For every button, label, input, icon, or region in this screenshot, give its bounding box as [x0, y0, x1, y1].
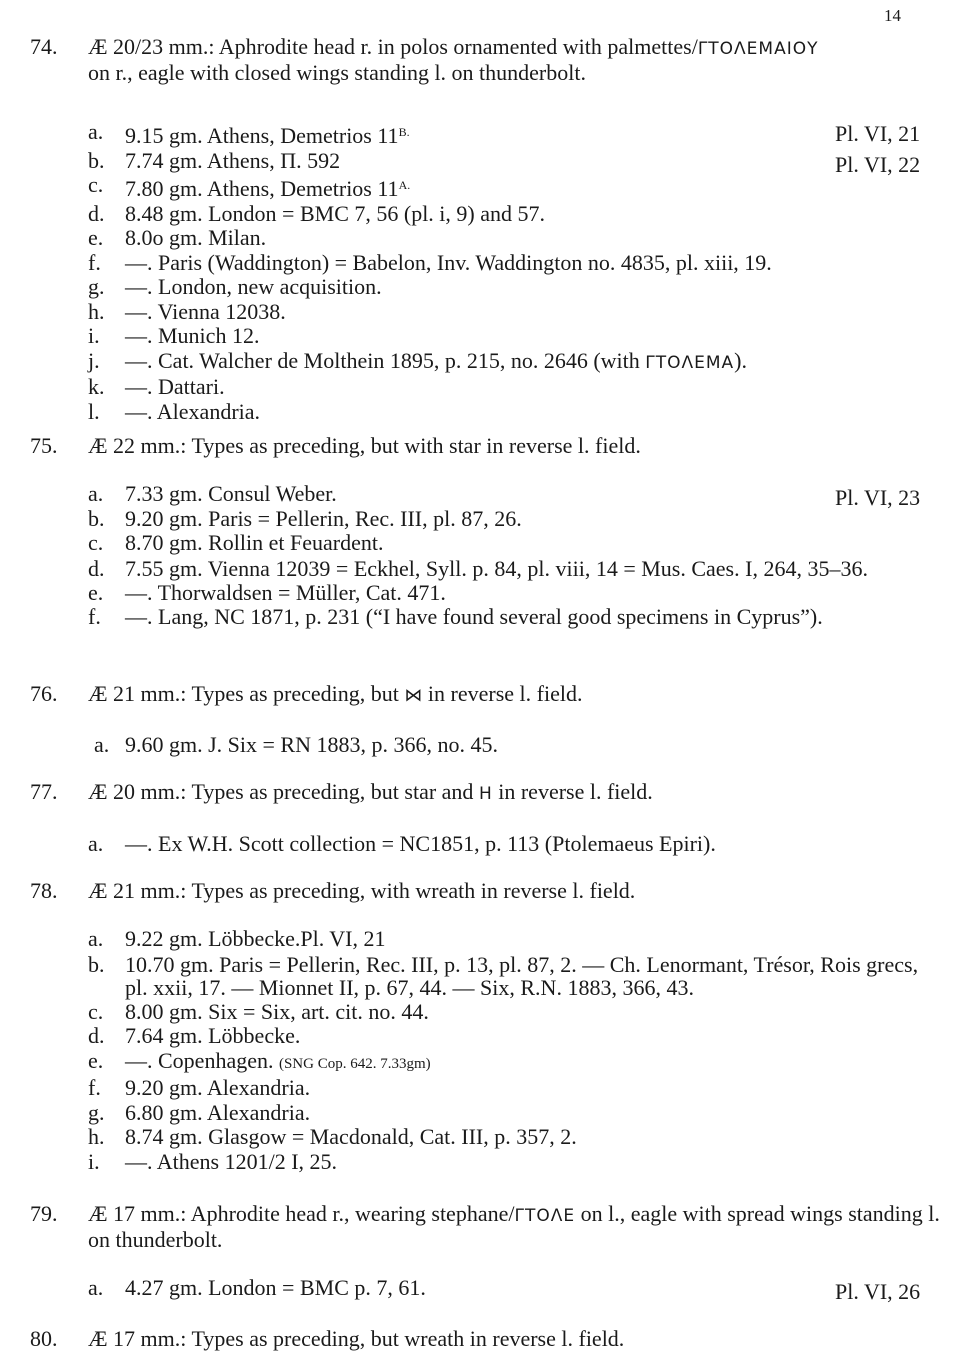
specimen-item: k. —. Dattari. — [88, 374, 225, 399]
coin-legend: ΓΤΟΛΕΜΑ — [645, 352, 735, 373]
specimen-item: a. 9.22 gm. Löbbecke.Pl. VI, 21 — [88, 926, 386, 951]
specimen-item: g. —. London, new acquisition. — [88, 274, 382, 299]
specimen-item: e. —. Thorwaldsen = Müller, Cat. 471. — [88, 579, 446, 605]
plate-reference: Pl. VI, 26 — [835, 1279, 921, 1304]
field-letter: H — [478, 784, 493, 804]
specimen-item: f. —. Paris (Waddington) = Babelon, Inv. Waddington no. 4835, pl. xiii, 19. — [88, 249, 772, 275]
specimen-item: f. —. Lang, NC 1871, p. 231 (“I have found several good specimens in Cyprus”). — [88, 604, 823, 629]
specimen-list — [0, 482, 975, 630]
entry-heading — [0, 780, 975, 806]
catalog-entry-76 — [0, 682, 975, 758]
entry-heading — [0, 682, 975, 707]
specimen-item: h. 8.74 gm. Glasgow = Macdonald, Cat. III, p. 357, 2. — [88, 1124, 577, 1149]
entry-number: 77. — [30, 779, 58, 804]
specimen-item: e. —. Copenhagen. (SNG Cop. 642. 7.33gm) — [88, 1047, 431, 1073]
entry-heading — [0, 879, 975, 902]
plate-reference: Pl. VI, 22 — [835, 151, 921, 177]
entry-number: 79. — [30, 1201, 58, 1226]
entry-description: Æ 22 mm.: Types as preceding, but with star in reverse l. field. — [88, 433, 641, 458]
entry-number: 76. — [30, 681, 58, 706]
entry-description: Æ 20 mm.: Types as preceding, but star and H in reverse l. field. — [88, 779, 653, 804]
coin-legend: ΓΤΟΛΕΜΑΙΟΥ — [697, 39, 819, 59]
catalog-entry-79 — [0, 1201, 975, 1304]
catalog-entry-80 — [0, 1327, 975, 1350]
catalog-entry-74 — [0, 35, 975, 424]
page-number: 14 — [884, 6, 901, 25]
catalog-entry-77 — [0, 780, 975, 857]
entry-number: 75. — [30, 433, 58, 458]
entry-description: Æ 17 mm.: Aphrodite head r., wearing stephane/ΓΤΟΛΕ on l., eagle with spread wings standing l. on thunderbolt. — [88, 1201, 940, 1252]
specimen-item: l. —. Alexandria. — [88, 398, 261, 424]
specimen-item: d. 7.64 gm. Löbbecke. — [88, 1023, 301, 1048]
coin-legend: ΓΤΟΛΕ — [514, 1206, 576, 1226]
specimen-item: c. 7.80 gm. Athens, Demetrios $11^{A.}$ — [88, 172, 411, 201]
specimen-item: i. —. Athens 1201/2 I, 25. — [88, 1148, 338, 1174]
specimen-item: f. 9.20 gm. Alexandria. — [88, 1075, 311, 1100]
catalog-entry-75 — [0, 434, 975, 630]
specimen-item: b. 7.74 gm. Athens, Π. 592 Pl. VI, 22 — [88, 147, 921, 177]
specimen-item: a. 7.33 gm. Consul Weber. Pl. VI, 23 — [88, 481, 921, 510]
entry-description: Æ 17 mm.: Types as preceding, but wreath in reverse l. field. — [88, 1326, 625, 1351]
specimen-item: a. —. Ex W.H. Scott collection = NC1851, p. 113 (Ptolemaeus Epiri). — [88, 831, 716, 856]
catalog-entry-78 — [0, 879, 975, 1174]
entry-number: 74. — [30, 34, 58, 59]
specimen-item: e. 8.0o gm. Milan. — [88, 225, 267, 250]
specimen-item: g. 6.80 gm. Alexandria. — [88, 1099, 311, 1125]
entry-description: Æ 21 mm.: Types as preceding, but ⋈ in reverse l. field. — [88, 681, 583, 706]
specimen-item: d. 8.48 gm. London = BMC 7, 56 (pl. i, 9) and 57. — [88, 200, 546, 226]
specimen-list — [0, 733, 975, 758]
entry-number: 80. — [30, 1326, 58, 1351]
specimen-list — [0, 120, 975, 424]
specimen-item: i. —. Munich 12. — [88, 323, 260, 348]
entry-heading — [0, 35, 975, 84]
specimen-item: j. —. Cat. Walcher de Molthein 1895, p. 215, no. 2646 (with ΓΤΟΛΕΜΑ). — [88, 347, 747, 373]
plate-reference: Pl. VI, 21 — [835, 121, 921, 146]
specimen-item: c. 8.00 gm. Six = Six, art. cit. no. 44. — [88, 998, 429, 1024]
entry-description: Æ 20/23 mm.: Aphrodite head r. in polos ornamented with palmettes/ΓΤΟΛΕΜΑΙΟΥ on r., eagle with closed wings standing l. on thunderbolt. — [88, 34, 819, 85]
entry-number: 78. — [30, 878, 58, 903]
specimen-item: b. 9.20 gm. Paris = Pellerin, Rec. III, pl. 87, 26. — [88, 505, 522, 531]
specimen-item: a. 9.60 gm. J. Six = RN 1883, p. 366, no. 45. — [94, 732, 498, 757]
entry-heading — [0, 1202, 975, 1251]
specimen-item: a. 9.15 gm. Athens, Demetrios $11^{B.}$ Pl. VI, 21 — [88, 119, 921, 148]
specimen-note: (SNG Cop. 642. 7.33gm) — [278, 1055, 431, 1072]
specimen-item: c. 8.70 gm. Rollin et Feuardent. — [88, 530, 384, 555]
specimen-list — [0, 1275, 975, 1304]
specimen-list — [0, 832, 975, 857]
specimen-item: a. 4.27 gm. London = BMC p. 7, 61. Pl. VI, 26 — [88, 1275, 921, 1304]
entry-heading — [0, 1327, 975, 1350]
entry-heading — [0, 434, 975, 457]
specimen-list — [0, 927, 975, 1174]
specimen-item: b. 10.70 gm. Paris = Pellerin, Rec. III, p. 13, pl. 87, 2. — Ch. Lenormant, Trésor, Rois grecs, pl. xxii, 17. — Mionnet II, p. 67, 44. — Six, R.N. 1883, 366, 43. — [88, 951, 919, 1000]
specimen-item: d. 7.55 gm. Vienna 12039 = Eckhel, Syll. p. 84, pl. viii, 14 = Mus. Caes. I, 264, 35–36. — [88, 555, 868, 581]
plate-reference: Pl. VI, 23 — [835, 485, 921, 510]
entry-description: Æ 21 mm.: Types as preceding, with wreath in reverse l. field. — [88, 878, 636, 903]
specimen-item: h. —. Vienna 12038. — [88, 298, 286, 324]
monogram-icon: ⋈ — [404, 685, 423, 706]
